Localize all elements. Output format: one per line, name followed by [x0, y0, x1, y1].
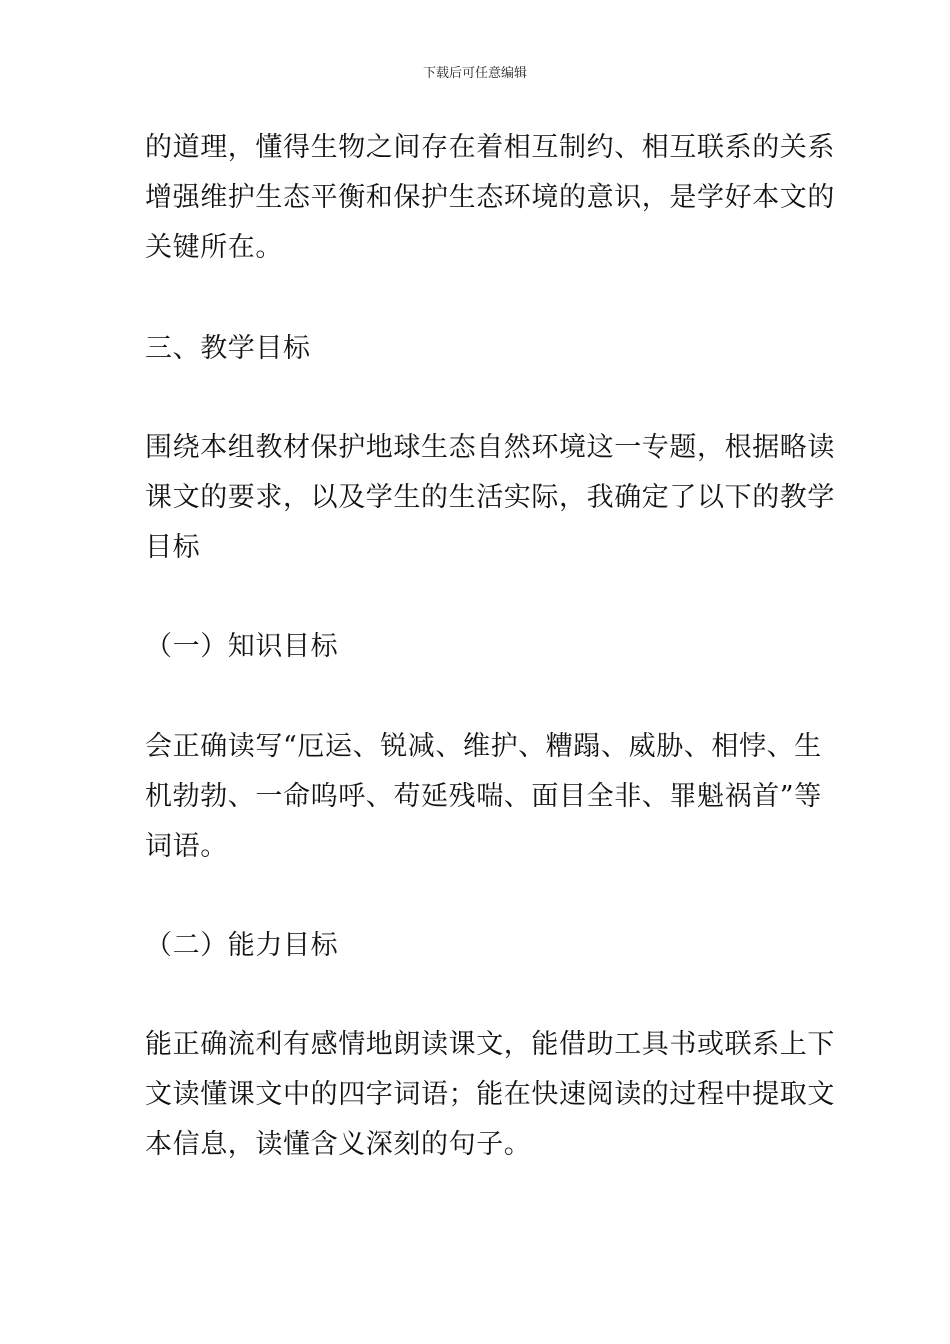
- paragraph-line: 机勃勃、一命呜呼、苟延残喘、面目全非、罪魁祸首”等: [145, 781, 822, 812]
- paragraph-line: 目标: [145, 532, 201, 563]
- paragraph-line: 的道理，懂得生物之间存在着相互制约、相互联系的关系: [145, 132, 835, 163]
- paragraph-line: 文读懂课文中的四字词语；能在快速阅读的过程中提取文: [145, 1079, 835, 1110]
- paragraph-line: 能正确流利有感情地朗读课文，能借助工具书或联系上下: [145, 1029, 835, 1060]
- paragraph-line: 会正确读写“厄运、锐减、维护、糟蹋、威胁、相悖、生: [145, 731, 822, 762]
- page-header: 下载后可任意编辑: [422, 66, 527, 81]
- paragraph-line: 本信息，读懂含义深刻的句子。: [145, 1129, 532, 1160]
- paragraph-line: 围绕本组教材保护地球生态自然环境这一专题，根据略读: [145, 432, 835, 463]
- subsection-heading: （一）知识目标: [145, 631, 339, 662]
- subsection-heading: （二）能力目标: [145, 930, 339, 961]
- paragraph-line: 课文的要求，以及学生的生活实际，我确定了以下的教学: [145, 482, 835, 513]
- paragraph-line: 增强维护生态平衡和保护生态环境的意识，是学好本文的: [145, 182, 835, 213]
- paragraph-line: 词语。: [145, 831, 228, 862]
- paragraph-line: 关键所在。: [145, 232, 283, 263]
- section-heading: 三、教学目标: [145, 333, 311, 364]
